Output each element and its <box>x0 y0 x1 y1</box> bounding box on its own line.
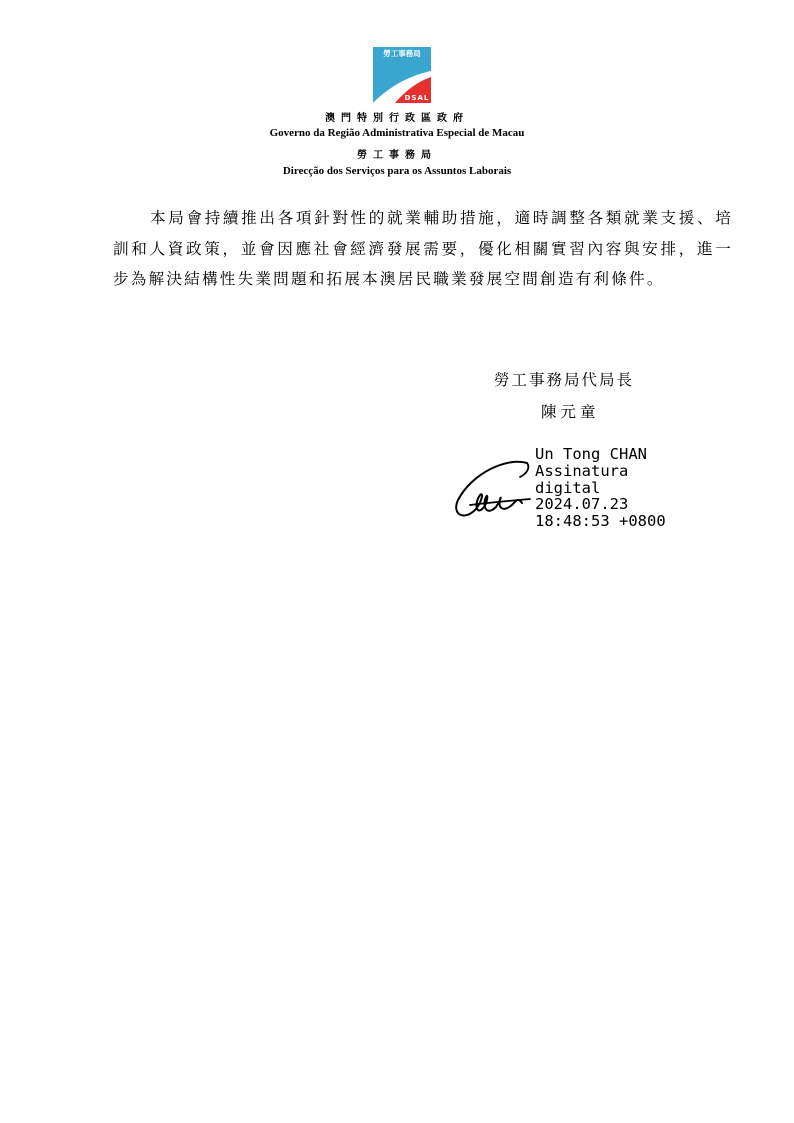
gov-title-zh: 澳門特別行政區政府 <box>325 113 469 124</box>
gov-title-pt: Governo da Região Administrativa Especial de Macau <box>269 127 525 139</box>
dsal-logo <box>373 47 431 103</box>
digital-signature-block <box>535 446 666 530</box>
body-paragraph: 本局會持續推出各項針對性的就業輔助措施，適時調整各類就業支援、培訓和人資政策，並會因應社會經濟發展需要，優化相關實習內容與安排，進一步為解決結構性失業問題和拓展本澳居民職業發展空間創造有利條件。 <box>113 209 733 288</box>
logo-title-text: 勞工事務局 <box>383 49 421 58</box>
digital-signature-label: Assinatura <box>535 461 629 480</box>
digital-signature-date: 2024.07.23 <box>535 495 629 514</box>
logo-acronym-text: DSAL <box>404 94 430 102</box>
handwritten-signature <box>452 455 532 525</box>
digital-signer-name: Un Tong CHAN <box>535 445 647 463</box>
dept-title-pt: Direcção dos Serviços para os Assuntos Laborais <box>282 165 512 177</box>
digital-signature-label-2: digital <box>535 478 601 497</box>
signatory-title: 勞工事務局代局長 <box>494 371 635 389</box>
dept-title-zh: 勞工事務局 <box>357 150 437 161</box>
digital-signature-time: 18:48:53 +0800 <box>535 512 666 531</box>
signatory-name: 陳元童 <box>541 403 600 421</box>
